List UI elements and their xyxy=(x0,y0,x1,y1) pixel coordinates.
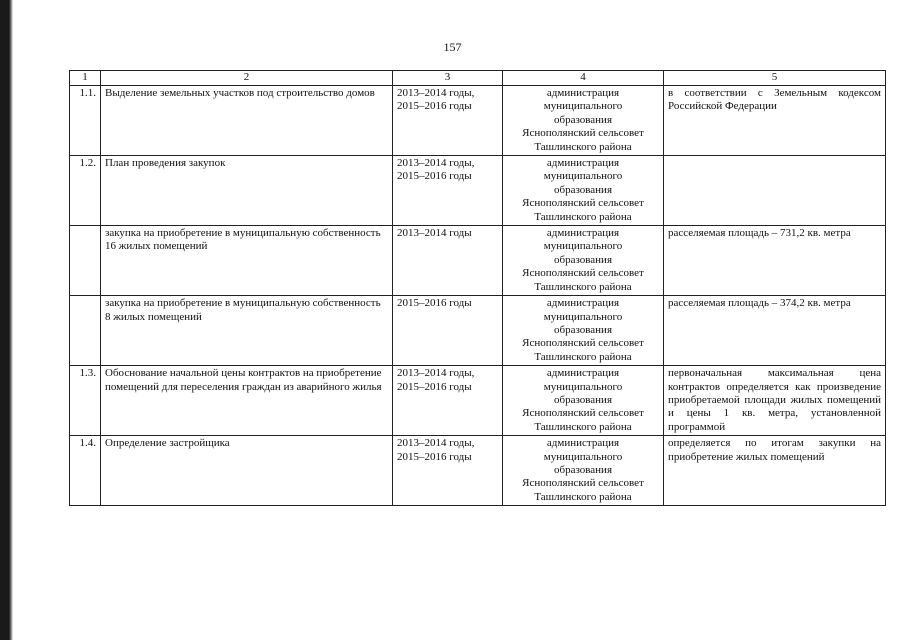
responsible-line: образования xyxy=(553,113,613,126)
responsible-line: Яснополянский сельсовет xyxy=(522,197,644,210)
responsible-line: администрация xyxy=(546,437,620,450)
responsible-line: администрация xyxy=(546,87,620,99)
measure-name: Выделение земельных участков под строительство домов xyxy=(101,86,393,156)
deadline: 2013–2014 годы xyxy=(393,226,503,296)
responsible-line: администрация xyxy=(546,157,620,170)
responsible-executor xyxy=(503,296,664,366)
deadline: 2013–2014 годы, 2015–2016 годы xyxy=(393,436,503,506)
expected-result: расселяемая площадь – 731,2 кв. метра xyxy=(664,226,886,296)
responsible-executor xyxy=(503,86,664,156)
responsible-line: образования xyxy=(553,323,613,336)
header-col-3: 3 xyxy=(393,71,503,86)
responsible-line: администрация xyxy=(546,367,620,380)
responsible-line: муниципального xyxy=(543,310,623,323)
measure-name: закупка на приобретение в муниципальную собственность 16 жилых помещений xyxy=(101,226,393,296)
responsible-line: муниципального xyxy=(543,240,623,253)
table-row xyxy=(70,296,886,366)
header-col-2: 2 xyxy=(101,71,393,86)
measure-name: План проведения закупок xyxy=(101,156,393,226)
responsible-executor xyxy=(503,226,664,296)
responsible-line: Яснополянский сельсовет xyxy=(522,407,644,420)
header-col-1: 1 xyxy=(70,71,101,86)
expected-result: расселяемая площадь – 374,2 кв. метра xyxy=(664,296,886,366)
deadline: 2015–2016 годы xyxy=(393,296,503,366)
responsible-line: Яснополянский сельсовет xyxy=(522,477,644,490)
responsible-line: администрация xyxy=(546,297,620,310)
responsible-line: Ташлинского района xyxy=(534,280,632,293)
responsible-line: Яснополянский сельсовет xyxy=(522,127,644,140)
scan-edge-shadow xyxy=(0,0,13,640)
responsible-line: образования xyxy=(553,463,613,476)
row-number: 1.4. xyxy=(70,436,101,506)
row-number: 1.3. xyxy=(70,366,101,436)
deadline: 2013–2014 годы, 2015–2016 годы xyxy=(393,366,503,436)
deadline: 2013–2014 годы, 2015–2016 годы xyxy=(393,86,503,156)
row-number: 1.1. xyxy=(70,86,101,156)
responsible-line: Ташлинского района xyxy=(534,420,632,433)
measures-table xyxy=(69,70,886,506)
responsible-line: Ташлинского района xyxy=(534,210,632,223)
responsible-executor xyxy=(503,156,664,226)
expected-result: первоначальная максимальная цена контрактов определяется как произведение приобретаемой площади жилых помещений и цены 1 кв. метра, установленной программой xyxy=(664,366,886,436)
table-row xyxy=(70,86,886,156)
header-col-5: 5 xyxy=(664,71,886,86)
responsible-line: Ташлинского района xyxy=(534,490,632,503)
row-number: 1.2. xyxy=(70,156,101,226)
responsible-line: Яснополянский сельсовет xyxy=(522,267,644,280)
responsible-executor xyxy=(503,436,664,506)
page-number: 157 xyxy=(443,40,462,54)
row-number xyxy=(70,226,101,296)
responsible-line: муниципального xyxy=(543,170,623,183)
measure-name: Определение застройщика xyxy=(101,436,393,506)
responsible-line: Ташлинского района xyxy=(534,350,632,363)
responsible-line: Ташлинского района xyxy=(534,140,632,153)
table-row xyxy=(70,226,886,296)
deadline: 2013–2014 годы, 2015–2016 годы xyxy=(393,156,503,226)
table-row xyxy=(70,366,886,436)
table-row xyxy=(70,156,886,226)
responsible-line: образования xyxy=(553,253,613,266)
measure-name: закупка на приобретение в муниципальную собственность 8 жилых помещений xyxy=(101,296,393,366)
expected-result xyxy=(664,156,886,226)
responsible-executor xyxy=(503,366,664,436)
measure-name: Обоснование начальной цены контрактов на приобретение помещений для переселения граждан из аварийного жилья xyxy=(101,366,393,436)
header-row xyxy=(70,71,886,86)
responsible-line: образования xyxy=(553,393,613,406)
responsible-line: муниципального xyxy=(543,100,623,113)
responsible-line: администрация xyxy=(546,227,620,240)
responsible-line: муниципального xyxy=(543,380,623,393)
responsible-line: Яснополянский сельсовет xyxy=(522,337,644,350)
expected-result: определяется по итогам закупки на приобретение жилых помещений xyxy=(664,436,886,506)
responsible-line: муниципального xyxy=(543,450,623,463)
responsible-line: образования xyxy=(553,183,613,196)
row-number xyxy=(70,296,101,366)
table-row xyxy=(70,436,886,506)
header-col-4: 4 xyxy=(503,71,664,86)
expected-result: в соответствии с Земельным кодексом Российской Федерации xyxy=(664,86,886,156)
